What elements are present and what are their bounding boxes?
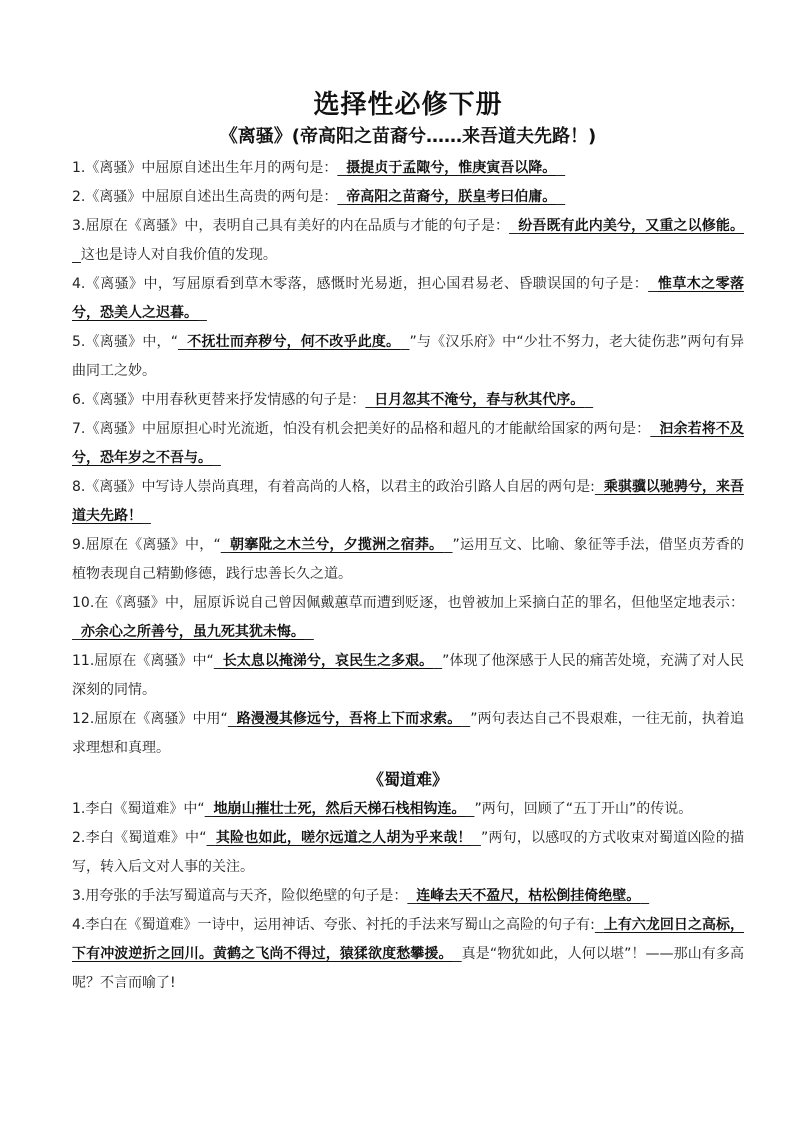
question-prompt: 10.在《离骚》中，屈原诉说自己曾因佩戴蕙草而遭到贬逐，也曾被加上采摘白芷的罪名，但他坚定地表示：	[72, 595, 744, 611]
answer-blank-lead	[337, 189, 346, 205]
section-title-shudaonan: 《蜀道难》	[367, 770, 448, 789]
answer-blank-trail	[142, 508, 151, 524]
question-prompt: 6.《离骚》中用春秋更替来抒发情感的句子是：	[72, 392, 366, 408]
question-prompt: 2.李白《蜀道难》中“	[72, 830, 207, 846]
shudaonan-question-4	[72, 911, 744, 998]
question-prompt: 12.屈原在《离骚》中用“	[72, 711, 228, 727]
answer-blank-lead	[509, 218, 518, 234]
lisao-question-list	[72, 154, 744, 763]
question-followup: ”两句，回顾了“五丁开山”的传说。	[474, 801, 693, 817]
shudaonan-question-list	[72, 795, 744, 998]
section-title-lisao: 《离骚》(帝高阳之苗裔兮……来吾道夫先路！)	[219, 126, 597, 147]
answer-blank-lead	[205, 801, 214, 817]
answer-text: 上有六龙回日之高标，下有冲波逆折之回川。黄鹤之飞尚不得过，猿猱欲度愁攀援。	[72, 917, 745, 962]
lisao-question-4	[72, 270, 744, 328]
answer-blank-trail	[198, 305, 207, 321]
answer-text: 纷吾既有此内美兮，又重之以修能。	[518, 218, 744, 234]
lisao-question-12	[72, 705, 744, 763]
answer-blank-trail	[472, 830, 481, 846]
answer-text: 惟草木之零落兮，恐美人之迟暮。	[72, 276, 745, 321]
answer-text: 其险也如此，嗟尔远道之人胡为乎来哉！	[215, 830, 472, 846]
document-page	[72, 88, 744, 998]
answer-blank-lead	[178, 334, 187, 350]
answer-blank-lead	[221, 537, 230, 553]
question-followup: ”体现了他深感于人民的痛苦处境，充满了对人民深刻的同情。	[72, 653, 745, 698]
shudaonan-question-2	[72, 824, 744, 882]
question-prompt: 4.李白在《蜀道难》一诗中，运用神话、夸张、衬托的手法来写蜀山之高险的句子有:	[72, 917, 595, 933]
lisao-question-1	[72, 154, 744, 183]
answer-blank-trail	[556, 160, 565, 176]
answer-blank-trail	[556, 189, 565, 205]
answer-blank-trail	[453, 946, 462, 962]
answer-blank-lead	[595, 479, 604, 495]
answer-blank-lead	[595, 917, 604, 933]
question-prompt: 2.《离骚》中屈原自述出生高贵的两句是：	[72, 189, 338, 205]
answer-text: 连峰去天不盈尺，枯松倒挂倚绝壁。	[416, 888, 641, 904]
question-followup: ”运用互文、比喻、象征等手法，借坚贞芳香的植物表现自己精勤修德，践行忠善长久之道。	[72, 537, 744, 582]
shudaonan-question-1	[72, 795, 744, 824]
answer-blank-trail	[72, 247, 81, 263]
answer-text: 朝搴阰之木兰兮，夕揽洲之宿莽。	[230, 537, 444, 553]
lisao-question-5	[72, 328, 744, 386]
answer-blank-trail	[443, 537, 452, 553]
answer-blank-trail	[461, 711, 470, 727]
lisao-question-10	[72, 589, 744, 647]
question-prompt: 4.《离骚》中，写屈原看到草木零落，感慨时光易逝，担心国君易老、昏聩误国的句子是：	[72, 276, 649, 292]
question-followup: 真是“物犹如此，人何以堪”！——那山有多高呢？不言而喻了!	[72, 946, 744, 991]
question-followup: 这也是诗人对自我价值的发现。	[80, 247, 277, 263]
answer-blank-lead	[228, 711, 237, 727]
lisao-question-9	[72, 531, 744, 589]
page-title: 选择性必修下册	[313, 90, 503, 120]
answer-blank-lead	[365, 392, 374, 408]
lisao-question-6	[72, 386, 744, 415]
answer-blank-trail	[640, 888, 649, 904]
question-prompt: 11.屈原在《离骚》中“	[72, 653, 214, 669]
answer-blank-lead	[407, 888, 416, 904]
question-prompt: 3.用夸张的手法写蜀道高与天齐，险似绝壁的句子是：	[72, 888, 408, 904]
lisao-question-11	[72, 647, 744, 705]
answer-text: 乘骐骥以驰骋兮，来吾道夫先路！	[72, 479, 745, 524]
lisao-question-7	[72, 415, 744, 473]
lisao-question-2	[72, 183, 744, 212]
answer-blank-lead	[337, 160, 346, 176]
question-prompt: 7.《离骚》中屈原担心时光流逝，怕没有机会把美好的品格和超凡的才能献给国家的两句是：	[72, 421, 651, 437]
question-prompt: 8.《离骚》中写诗人崇尚真理，有着高尚的人格，以君主的政治引路人自居的两句是:	[72, 479, 595, 495]
question-prompt: 9.屈原在《离骚》中，“	[72, 537, 221, 553]
answer-blank-trail	[584, 392, 593, 408]
answer-text: 摄提贞于孟陬兮，惟庚寅吾以降。	[346, 160, 557, 176]
answer-blank-lead	[648, 276, 658, 292]
question-followup: ”与《汉乐府》中“少壮不努力，老大徒伤悲”两句有异曲同工之妙。	[72, 334, 744, 379]
question-prompt: 5.《离骚》中，“	[72, 334, 178, 350]
answer-text: 长太息以掩涕兮，哀民生之多艰。	[222, 653, 434, 669]
answer-text: 亦余心之所善兮，虽九死其犹未悔。	[80, 624, 305, 640]
answer-blank-trail	[212, 450, 221, 466]
answer-blank-lead	[214, 653, 223, 669]
answer-text: 帝高阳之苗裔兮，朕皇考曰伯庸。	[346, 189, 557, 205]
question-prompt: 1.李白《蜀道难》中“	[72, 801, 205, 817]
question-prompt: 3.屈原在《离骚》中，表明自己具有美好的内在品质与才能的句子是：	[72, 218, 510, 234]
question-followup: ”两句，以感叹的方式收束对蜀道凶险的描写，转入后文对人事的关注。	[72, 830, 744, 875]
question-followup: ”两句表达自己不畏艰难，一往无前，执着追求理想和真理。	[72, 711, 744, 756]
answer-text: 日月忽其不淹兮，春与秋其代序。	[374, 392, 585, 408]
answer-blank-trail	[400, 334, 409, 350]
answer-blank-trail	[305, 624, 314, 640]
lisao-question-3	[72, 212, 744, 270]
answer-blank-lead	[72, 624, 81, 640]
lisao-question-8	[72, 473, 744, 531]
answer-blank-lead	[207, 830, 216, 846]
question-prompt: 1.《离骚》中屈原自述出生年月的两句是：	[72, 160, 338, 176]
answer-text: 地崩山摧壮士死，然后天梯石栈相钩连。	[213, 801, 466, 817]
shudaonan-question-3	[72, 882, 744, 911]
answer-blank-trail	[433, 653, 442, 669]
answer-text: 不抚壮而弃秽兮，何不改乎此度。	[187, 334, 401, 350]
answer-text: 路漫漫其修远兮，吾将上下而求索。	[236, 711, 462, 727]
answer-text: 汩余若将不及兮，恐年岁之不吾与。	[72, 421, 745, 466]
